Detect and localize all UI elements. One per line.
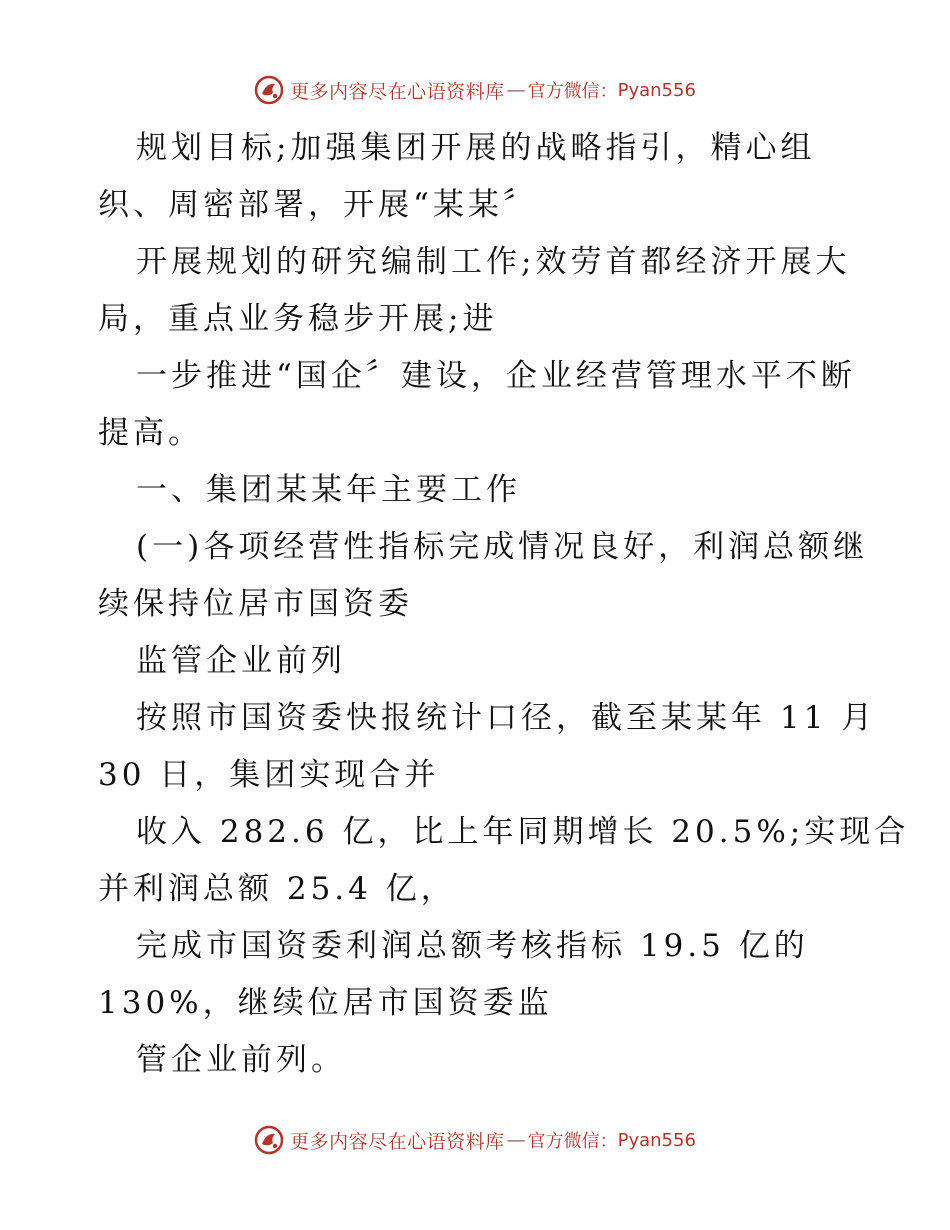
text-line: 续保持位居市国资委 — [98, 586, 413, 622]
banner-wechat-id: Pyan556 — [617, 79, 696, 101]
text-line: 管企业前列。 — [136, 1042, 346, 1078]
text-line: 规划目标;加强集团开展的战略指引，精心组 — [136, 130, 816, 166]
header-banner — [0, 70, 950, 110]
text-line: 开展规划的研究编制工作;效劳首都经济开展大 — [136, 244, 851, 280]
stamp-logo-icon — [254, 75, 284, 105]
banner-text: 更多内容尽在心语资料库 — [290, 80, 505, 103]
text-line: 织、周密部署，开展“某某〞 — [98, 187, 538, 223]
text-line: 130%，继续位居市国资委监 — [98, 985, 553, 1021]
text-line: 局，重点业务稳步开展;进 — [98, 301, 498, 337]
text-line: 按照市国资委快报统计口径，截至某某年 11 月 — [136, 700, 877, 736]
stamp-logo-icon — [254, 1125, 284, 1155]
banner-separator: — — [506, 79, 526, 101]
banner-text: 更多内容尽在心语资料库 — [290, 1130, 505, 1153]
text-line: 并利润总额 25.4 亿， — [98, 871, 456, 907]
footer-banner — [0, 1120, 950, 1160]
banner-wechat-label: 官方微信： — [527, 81, 618, 102]
subsection-heading: (一)各项经营性指标完成情况良好，利润总额继 — [136, 529, 869, 565]
text-line: 一步推进“国企〞建设，企业经营管理水平不断 — [136, 358, 856, 394]
text-line: 提高。 — [98, 415, 203, 451]
text-line: 收入 282.6 亿，比上年同期增长 20.5%;实现合 — [136, 814, 910, 850]
banner-separator: — — [506, 1129, 526, 1151]
text-line: 完成市国资委利润总额考核指标 19.5 亿的 — [136, 928, 809, 964]
banner-wechat-label: 官方微信： — [527, 1131, 618, 1152]
section-heading: 一、集团某某年主要工作 — [136, 472, 521, 508]
text-line: 30 日，集团实现合并 — [98, 757, 440, 793]
document-body — [98, 120, 910, 1089]
banner-wechat-id: Pyan556 — [617, 1129, 696, 1151]
text-line: 监管企业前列 — [136, 643, 346, 679]
